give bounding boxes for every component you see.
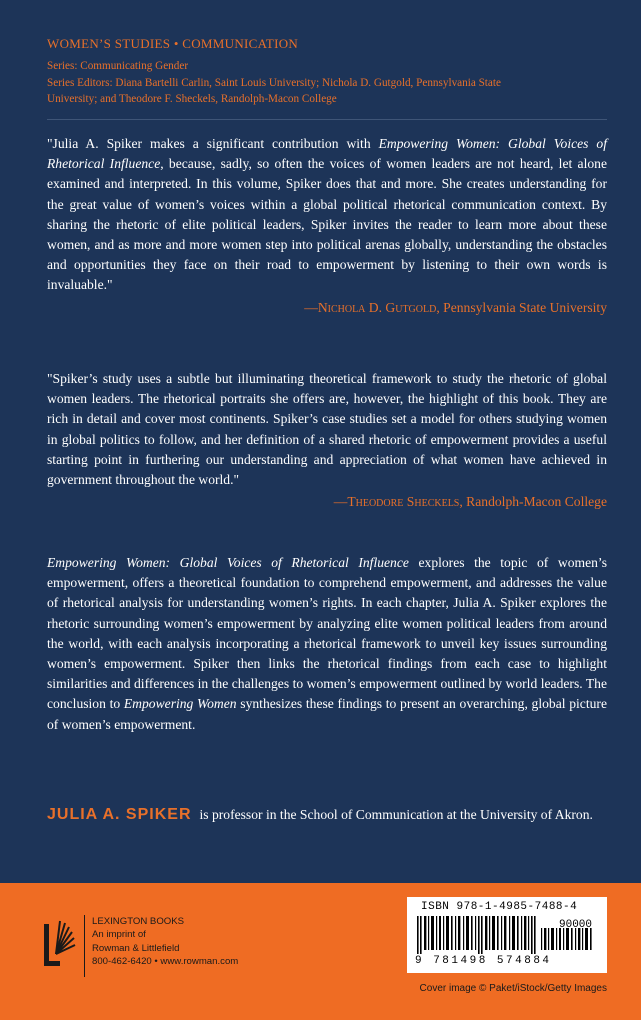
series-editors-line-1: Series Editors: Diana Bartelli Carlin, Saint Louis University; Nichola D. Gutgold, Pennsylvania State <box>47 76 501 89</box>
description-short-title: Empowering Women <box>123 696 237 712</box>
price-code: 90000 <box>559 919 593 931</box>
attribution-dash: — <box>304 299 318 315</box>
endorsement-sheckels <box>47 369 607 512</box>
lexington-logo-icon <box>44 918 76 966</box>
description-text <box>47 553 607 735</box>
publisher-info <box>92 915 238 969</box>
quote-book-title: Empowering Women: Global Voices of Rhetorical Influence <box>47 136 607 172</box>
cover-image-credit: Cover image © Paket/iStock/Getty Images <box>419 983 607 994</box>
description-body: explores the topic of women’s empowerment, offers a theoretical foundation to comprehend empowerment, and addresses the value of rhetorical analysis for understanding women’s rights. In each chapter, Julia A. Spiker explores the rhetoric surrounding women’s empowerment by analyzing elite women political leaders from around the world, with each analysis incorporating a rhetorical framework to unveil key issues surrounding women’s empowerment. Spiker then links the rhetorical findings from each case to highlight similarities and differences in the challenges to women’s empowerment outlined by world leaders. The conclusion to <box>47 555 607 712</box>
isbn-barcode <box>407 897 607 973</box>
endorser-name: Theodore Sheckels <box>347 494 460 510</box>
book-description <box>47 553 607 735</box>
author-bio <box>47 804 607 826</box>
quote-text-start: "Julia A. Spiker makes a significant contribution with <box>47 136 379 151</box>
author-bio-text: is professor in the School of Communication at the University of Akron. <box>199 807 593 822</box>
series-name: Series: Communicating Gender <box>47 60 189 72</box>
header-divider <box>47 119 607 120</box>
endorser-name: Nichola D. Gutgold <box>317 299 437 315</box>
imprint-line: An imprint of <box>92 929 146 941</box>
attribution-dash: — <box>333 494 348 510</box>
subject-line: WOMEN’S STUDIES • COMMUNICATION <box>47 36 299 51</box>
publisher-contact: 800-462-6420 • www.rowman.com <box>92 956 239 968</box>
isbn-number: ISBN 978-1-4985-7488-4 <box>421 901 578 913</box>
publisher-rule <box>84 915 85 977</box>
description-book-title: Empowering Women: Global Voices of Rhetorical Influence <box>47 555 409 570</box>
endorser-affiliation: , Pennsylvania State University <box>436 299 607 315</box>
endorsement-attribution <box>47 492 607 512</box>
description-conclusion: synthesizes these findings to present an overarching, global picture of women’s empowerment. <box>47 696 607 732</box>
series-header <box>47 35 607 108</box>
endorsement-gutgold <box>47 134 607 318</box>
endorsement-text <box>47 134 607 296</box>
author-name: JULIA A. SPIKER <box>47 806 192 823</box>
endorsement-attribution <box>47 298 607 318</box>
ean-number: 9 781498 574884 <box>415 955 552 967</box>
endorser-affiliation: , Randolph-Macon College <box>459 494 607 510</box>
series-editors-line-2: University; and Theodore F. Sheckels, Randolph-Macon College <box>47 93 337 105</box>
quote-text-end: , because, sadly, so often the voices of women leaders are not heard, let alone examined and interpreted. In this volume, Spiker does that and more. She creates understanding for the great value of women’s voices within a global political rhetorical communication context. By sharing the rhetoric of elite political leaders, Spiker invites the reader to learn more about these women, and as more and more women step into political arenas globally, understanding the obstacles and opportunities they face on their road to empowerment by listening to their own words is invaluable." <box>47 156 607 293</box>
publisher-name: LEXINGTON BOOKS <box>92 916 185 927</box>
endorsement-text: "Spiker’s study uses a subtle but illuminating theoretical framework to study the rhetoric of global women leaders. The rhetorical portraits she offers are, however, the highlight of this book. They are rich in detail and cover most continents. Spiker’s case studies set a model for others studying women in global politics to follow, and her definition of a shared rhetoric of empowerment provides a useful starting point in furthering our understanding and appreciation of what women have achieved in government throughout the world." <box>47 371 607 488</box>
parent-publisher: Rowman & Littlefield <box>92 942 180 954</box>
